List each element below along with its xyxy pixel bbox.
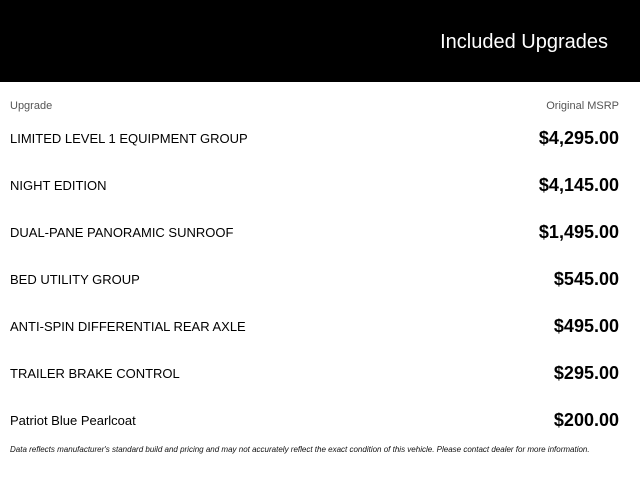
upgrade-row [10,258,619,305]
column-header-upgrade: Upgrade [10,100,53,112]
column-headers [10,99,619,113]
upgrade-row [10,352,619,399]
upgrade-row [10,211,619,258]
upgrade-price: $545.00 [553,269,619,289]
header-bar [0,0,640,82]
upgrade-name: Patriot Blue Pearlcoat [10,413,136,428]
upgrade-price: $4,295.00 [538,128,619,148]
upgrade-price: $1,495.00 [538,222,619,242]
upgrade-row [10,399,619,446]
upgrade-price: $200.00 [553,410,619,430]
upgrade-name: DUAL-PANE PANORAMIC SUNROOF [10,225,234,240]
column-header-msrp: Original MSRP [546,100,619,112]
upgrade-name: TRAILER BRAKE CONTROL [10,366,180,381]
upgrade-name: NIGHT EDITION [10,178,107,193]
upgrade-price: $295.00 [553,363,619,383]
upgrades-list [10,117,619,446]
upgrade-price: $4,145.00 [538,175,619,195]
upgrade-row [10,305,619,352]
disclaimer-text: Data reflects manufacturer's standard build and pricing and may not accurately reflect the exact condition of this vehicle. Please contact dealer for more information. [10,445,590,454]
page-title: Included Upgrades [440,31,608,53]
upgrade-name: BED UTILITY GROUP [10,272,140,287]
upgrade-price: $495.00 [553,316,619,336]
upgrade-row [10,164,619,211]
upgrade-name: LIMITED LEVEL 1 EQUIPMENT GROUP [10,131,248,146]
upgrade-name: ANTI-SPIN DIFFERENTIAL REAR AXLE [10,319,246,334]
upgrade-row [10,117,619,164]
